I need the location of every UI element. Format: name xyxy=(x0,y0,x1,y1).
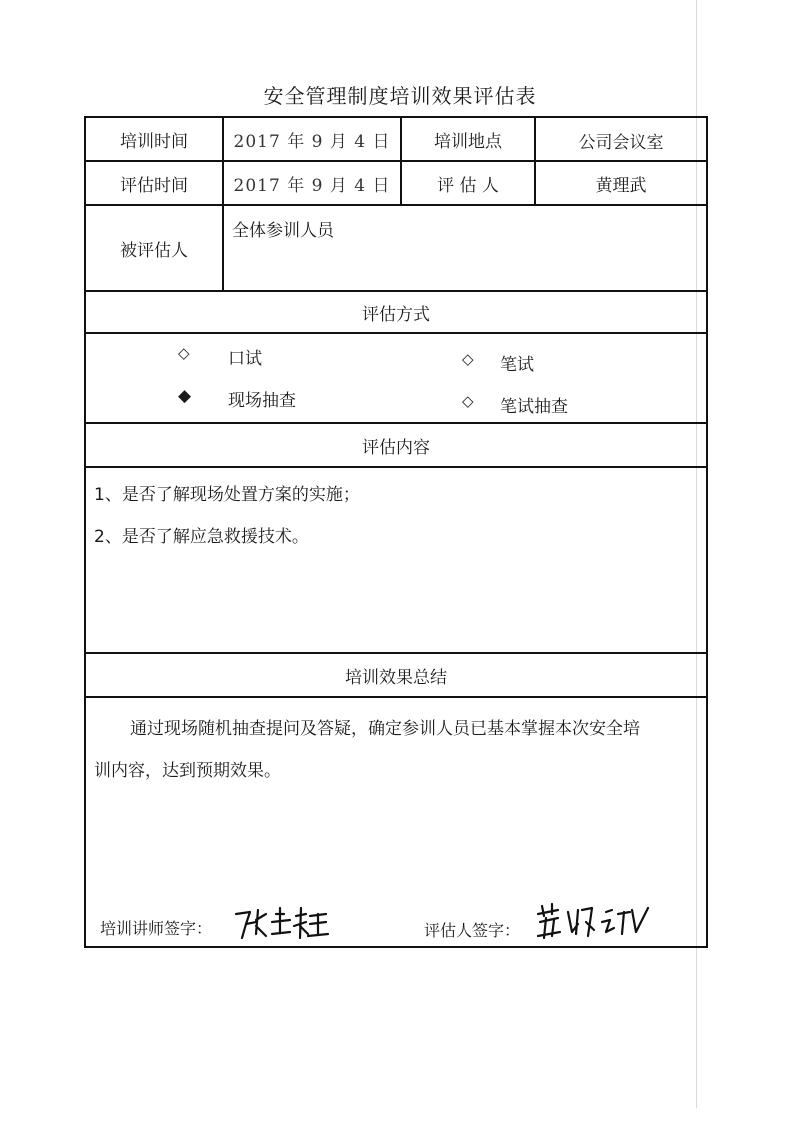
training-place-value: 公司会议室 xyxy=(578,132,664,153)
evaluation-time-value: 2017 年 9 月 4 日 xyxy=(233,175,391,196)
summary-line-2: 训内容，达到预期效果。 xyxy=(94,761,281,781)
evaluator-signature-label: 评估人签字： xyxy=(424,921,521,940)
evaluation-form xyxy=(84,116,708,948)
training-place-label: 培训地点 xyxy=(434,131,502,152)
option-mark-onsite-check: ◆ xyxy=(178,386,192,406)
option-oral: 口试 xyxy=(228,349,262,369)
content-item-2: 2、是否了解应急救援技术。 xyxy=(94,527,309,547)
evaluator-signature xyxy=(532,902,652,942)
evaluated-label: 被评估人 xyxy=(120,240,188,261)
option-written-check: 笔试抽查 xyxy=(500,397,568,417)
trainer-signature xyxy=(232,904,332,944)
option-mark-written-check: ◇ xyxy=(462,392,474,410)
option-onsite-check: 现场抽查 xyxy=(228,391,296,411)
evaluator-value: 黄理武 xyxy=(595,175,647,196)
summary-header: 培训效果总结 xyxy=(345,667,447,688)
content-header: 评估内容 xyxy=(362,437,430,458)
option-mark-written: ◇ xyxy=(462,350,474,368)
row-divider xyxy=(86,696,706,698)
form-title: 安全管理制度培训效果评估表 xyxy=(263,84,537,108)
row-divider xyxy=(86,466,706,468)
row-divider xyxy=(86,332,706,334)
training-time-value: 2017 年 9 月 4 日 xyxy=(233,131,391,152)
option-mark-oral: ◇ xyxy=(178,344,190,362)
trainer-signature-label: 培训讲师签字： xyxy=(100,919,213,938)
option-written: 笔试 xyxy=(500,355,534,375)
content-item-1: 1、是否了解现场处置方案的实施； xyxy=(94,485,360,505)
training-time-label: 培训时间 xyxy=(120,131,188,152)
evaluated-value: 全体参训人员 xyxy=(232,221,334,241)
method-header: 评估方式 xyxy=(362,304,430,325)
summary-line-1: 通过现场随机抽查提问及答疑，确定参训人员已基本掌握本次安全培 xyxy=(130,719,640,739)
evaluator-label: 评 估 人 xyxy=(437,175,499,196)
evaluation-time-label: 评估时间 xyxy=(120,175,188,196)
